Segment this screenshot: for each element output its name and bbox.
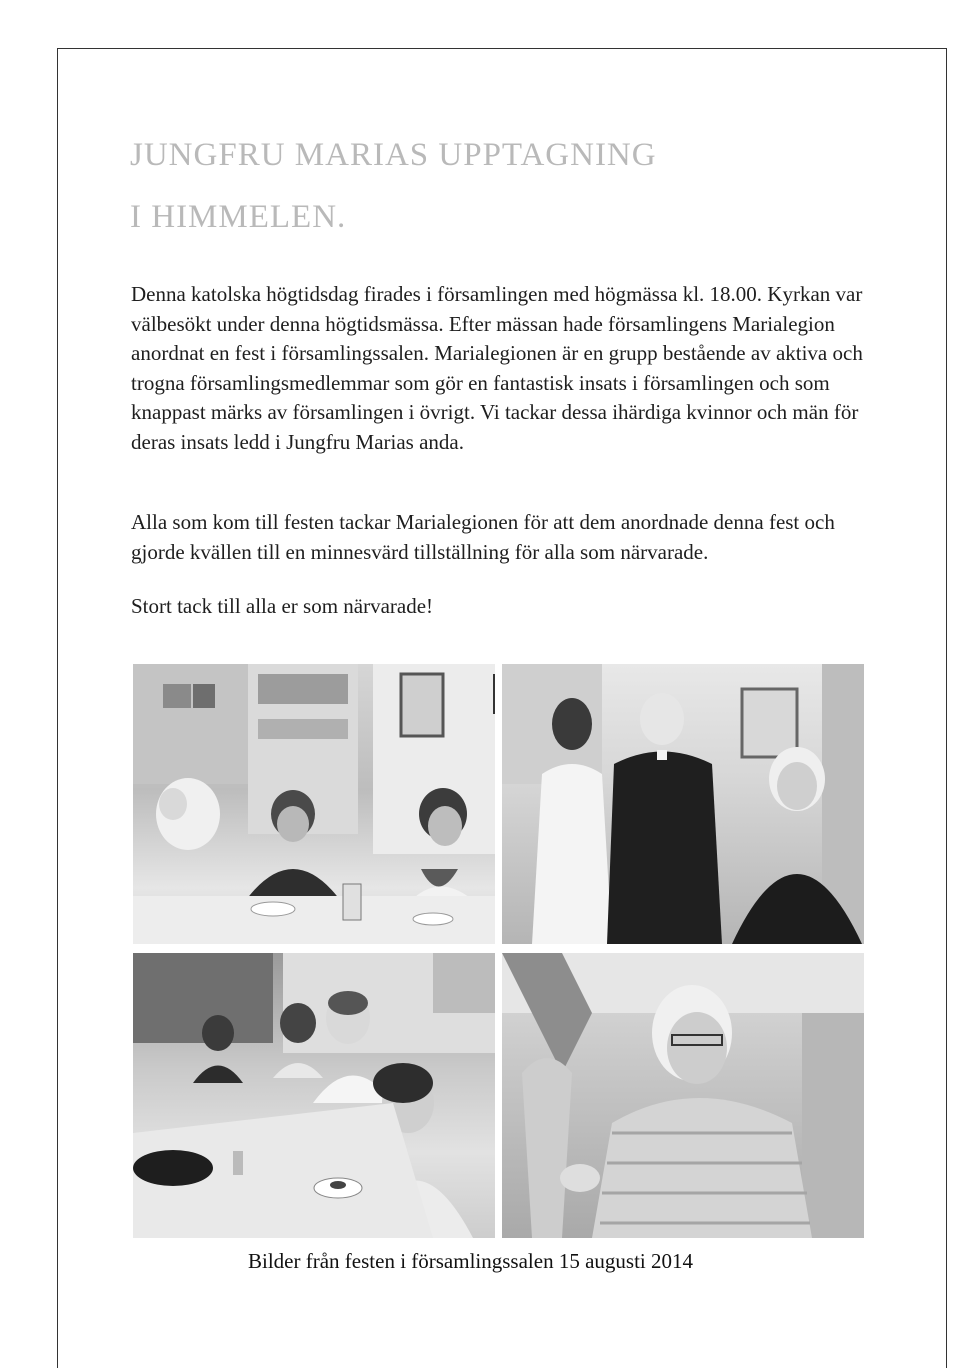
photo-elderly-man	[502, 953, 864, 1238]
paragraph-intro: Denna katolska högtidsdag firades i församlingen med högmässa kl. 18.00. Kyrkan var välbesökt under denna högtidsmässa. Efter mässan hade församlingens Marialegion anordnat en fest i församlingssalen. Marialegionen är en grupp bestående av aktiva och trogna församlingsmedlemmar som gör en fantastisk insats i församlingen och som knappast märks av församlingen i övrigt. Vi tackar dessa ihärdiga kvinnor och män för deras insats ledd i Jungfru Marias anda.	[131, 282, 863, 454]
title-line-1: JUNGFRU MARIAS UPPTAGNING	[130, 137, 657, 173]
photo-women-at-table	[133, 664, 495, 944]
photo-caption: Bilder från festen i församlingssalen 15 augusti 2014	[248, 1249, 693, 1273]
paragraph-thanks: Alla som kom till festen tackar Marialegionen för att dem anordnade denna fest och gjorde kvällen till en minnesvärd tillställning för alla som närvarade.	[131, 510, 835, 564]
photo-standing-group	[502, 664, 864, 944]
title-line-2: I HIMMELEN.	[130, 199, 347, 235]
page-title	[130, 124, 657, 248]
paragraph-closing: Stort tack till alla er som närvarade!	[131, 594, 434, 618]
photo-table-guests	[133, 953, 495, 1238]
